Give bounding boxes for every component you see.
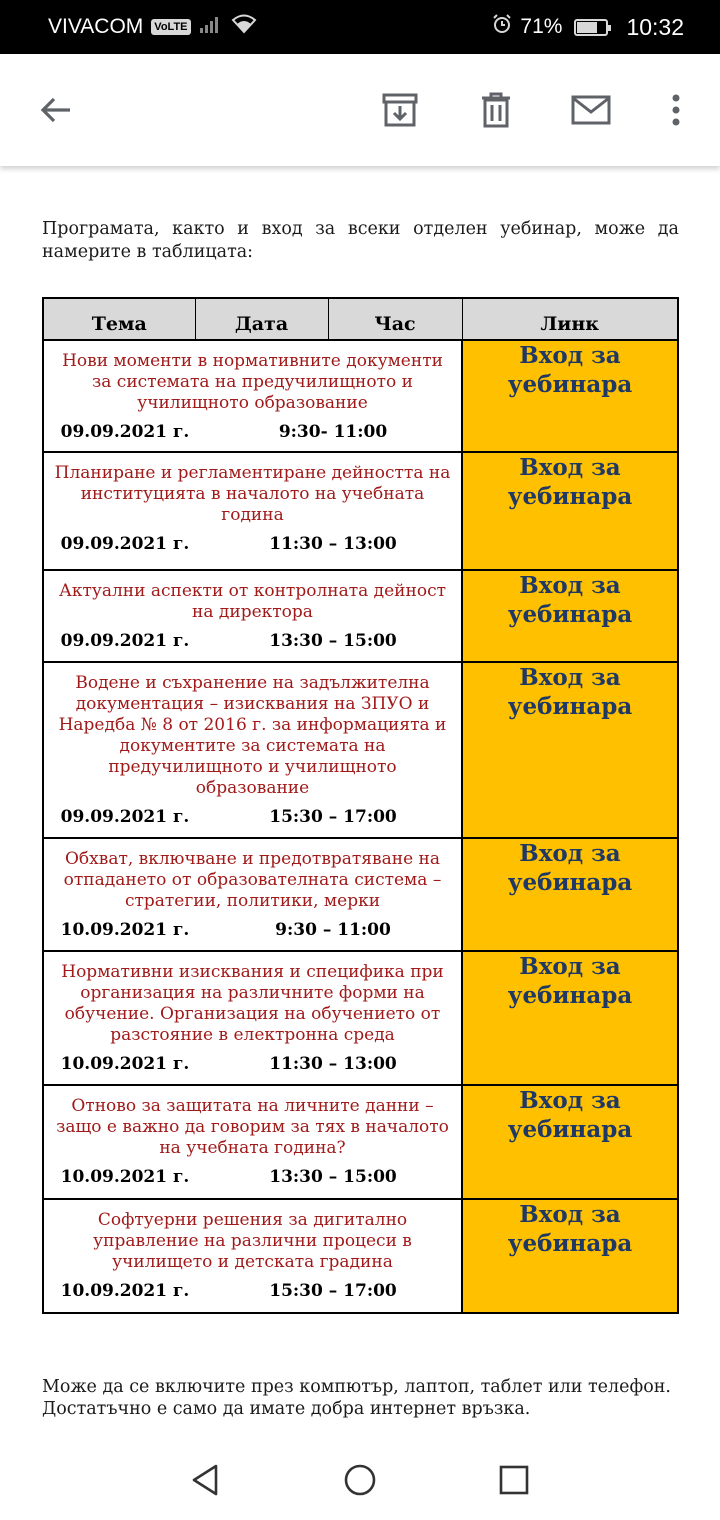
- join-webinar-link[interactable]: Вход за уебинара: [507, 664, 633, 720]
- table-row: [43, 1085, 678, 1199]
- table-row: [43, 838, 678, 951]
- topic-cell: [43, 951, 462, 1085]
- header-topic: Тема: [43, 298, 195, 340]
- header-time: Час: [328, 298, 462, 340]
- webinar-schedule: [50, 920, 455, 944]
- webinar-time: 11:30 – 13:00: [269, 1054, 397, 1074]
- status-bar: [0, 0, 720, 54]
- webinar-date: 10.09.2021 г.: [60, 1281, 190, 1301]
- table-row: [43, 452, 678, 570]
- email-toolbar: [0, 54, 720, 166]
- webinar-program-table: [42, 297, 679, 1314]
- webinar-topic: Отново за защитата на личните данни – защо е важно да говорим за тях в началото на учебната година?: [56, 1096, 449, 1158]
- table-row: [43, 662, 678, 838]
- webinar-time: 13:30 – 15:00: [269, 1167, 397, 1187]
- wifi-icon: [231, 14, 257, 40]
- link-cell: [462, 452, 678, 570]
- link-cell: [462, 340, 678, 452]
- webinar-time: 15:30 – 17:00: [269, 1281, 397, 1301]
- status-left: [48, 14, 257, 40]
- webinar-time: 11:30 – 13:00: [269, 534, 397, 554]
- nav-home-icon[interactable]: [342, 1462, 378, 1498]
- join-webinar-link[interactable]: Вход за уебинара: [507, 1201, 633, 1257]
- link-cell: [462, 1085, 678, 1199]
- webinar-schedule: [50, 807, 455, 831]
- battery-icon: [574, 19, 608, 36]
- table-row: [43, 340, 678, 452]
- webinar-time: 9:30 – 11:00: [275, 920, 391, 940]
- topic-cell: [43, 570, 462, 662]
- webinar-topic: Нови моменти в нормативните документи за системата на предучилищното и училищното образование: [62, 351, 443, 413]
- webinar-date: 10.09.2021 г.: [60, 920, 190, 940]
- header-link: Линк: [462, 298, 678, 340]
- link-cell: [462, 1199, 678, 1313]
- webinar-topic: Нормативни изисквания и специфика при организация на различните форми на обучение. Организация на обучението от разстояние в електронна среда: [61, 962, 444, 1045]
- join-webinar-link[interactable]: Вход за уебинара: [507, 953, 633, 1009]
- clock: 10:32: [626, 13, 684, 40]
- join-webinar-link[interactable]: Вход за уебинара: [507, 342, 633, 398]
- join-webinar-link[interactable]: Вход за уебинара: [507, 454, 633, 510]
- webinar-date: 10.09.2021 г.: [60, 1167, 190, 1187]
- webinar-time: 13:30 – 15:00: [269, 631, 397, 651]
- join-webinar-link[interactable]: Вход за уебинара: [507, 840, 633, 896]
- link-cell: [462, 570, 678, 662]
- join-webinar-link[interactable]: Вход за уебинара: [507, 1087, 633, 1143]
- archive-icon[interactable]: [380, 90, 420, 130]
- webinar-topic: Актуални аспекти от контролната дейност на директора: [58, 581, 447, 622]
- nav-back-icon[interactable]: [188, 1462, 224, 1498]
- topic-cell: [43, 1199, 462, 1313]
- alarm-icon: [492, 14, 512, 40]
- webinar-date: 09.09.2021 г.: [60, 631, 190, 651]
- intro-text: Програмата, както и вход за всеки отделен уебинар, може да намерите в таблицата:: [42, 219, 679, 262]
- webinar-date: 09.09.2021 г.: [60, 422, 190, 442]
- more-vert-icon[interactable]: [656, 90, 696, 130]
- back-arrow-icon[interactable]: [36, 90, 76, 130]
- signal-icon: [199, 14, 223, 40]
- outro-text: Може да се включите през компютър, лаптоп, таблет или телефон. Достатъчно е само да имате добра интернет връзка.: [42, 1377, 671, 1419]
- system-nav-bar: [0, 1440, 720, 1520]
- webinar-time: 9:30- 11:00: [278, 422, 388, 442]
- status-right: [492, 14, 684, 41]
- webinar-date: 09.09.2021 г.: [60, 807, 190, 827]
- webinar-schedule: [50, 534, 455, 558]
- webinar-topic: Планиране и регламентиране дейността на институцията в началото на учебната година: [54, 463, 451, 525]
- link-cell: [462, 951, 678, 1085]
- webinar-schedule: [50, 1281, 455, 1305]
- topic-cell: [43, 1085, 462, 1199]
- webinar-topic: Водене и съхранение на задължителна документация – изисквания на ЗПУО и Наредба № 8 от 2016 г. за информацията и документите за системата на предучилищното и училищното образование: [58, 673, 447, 798]
- nav-recents-icon[interactable]: [496, 1462, 532, 1498]
- link-cell: [462, 662, 678, 838]
- delete-icon[interactable]: [476, 90, 516, 130]
- topic-cell: [43, 662, 462, 838]
- header-date: Дата: [195, 298, 328, 340]
- topic-cell: [43, 340, 462, 452]
- webinar-date: 10.09.2021 г.: [60, 1054, 190, 1074]
- link-cell: [462, 838, 678, 951]
- webinar-topic: Обхват, включване и предотвратяване на отпадането от образователната система – стратегии, политики, мерки: [63, 849, 442, 911]
- battery-percent: 71%: [520, 15, 563, 38]
- table-row: [43, 570, 678, 662]
- topic-cell: [43, 452, 462, 570]
- webinar-date: 09.09.2021 г.: [60, 534, 190, 554]
- table-header-row: [43, 298, 678, 340]
- carrier-label: VIVACOM: [48, 15, 144, 38]
- webinar-schedule: [50, 1167, 455, 1191]
- mail-icon[interactable]: [571, 90, 611, 130]
- webinar-schedule: [50, 1054, 455, 1078]
- webinar-time: 15:30 – 17:00: [269, 807, 397, 827]
- table-row: [43, 1199, 678, 1313]
- webinar-topic: Софтуерни решения за дигитално управление на различни процеси в училището и детската градина: [93, 1210, 412, 1272]
- webinar-schedule: [50, 422, 455, 446]
- webinar-schedule: [50, 631, 455, 655]
- volte-badge: VoLTE: [151, 19, 190, 35]
- table-row: [43, 951, 678, 1085]
- join-webinar-link[interactable]: Вход за уебинара: [507, 572, 633, 628]
- topic-cell: [43, 838, 462, 951]
